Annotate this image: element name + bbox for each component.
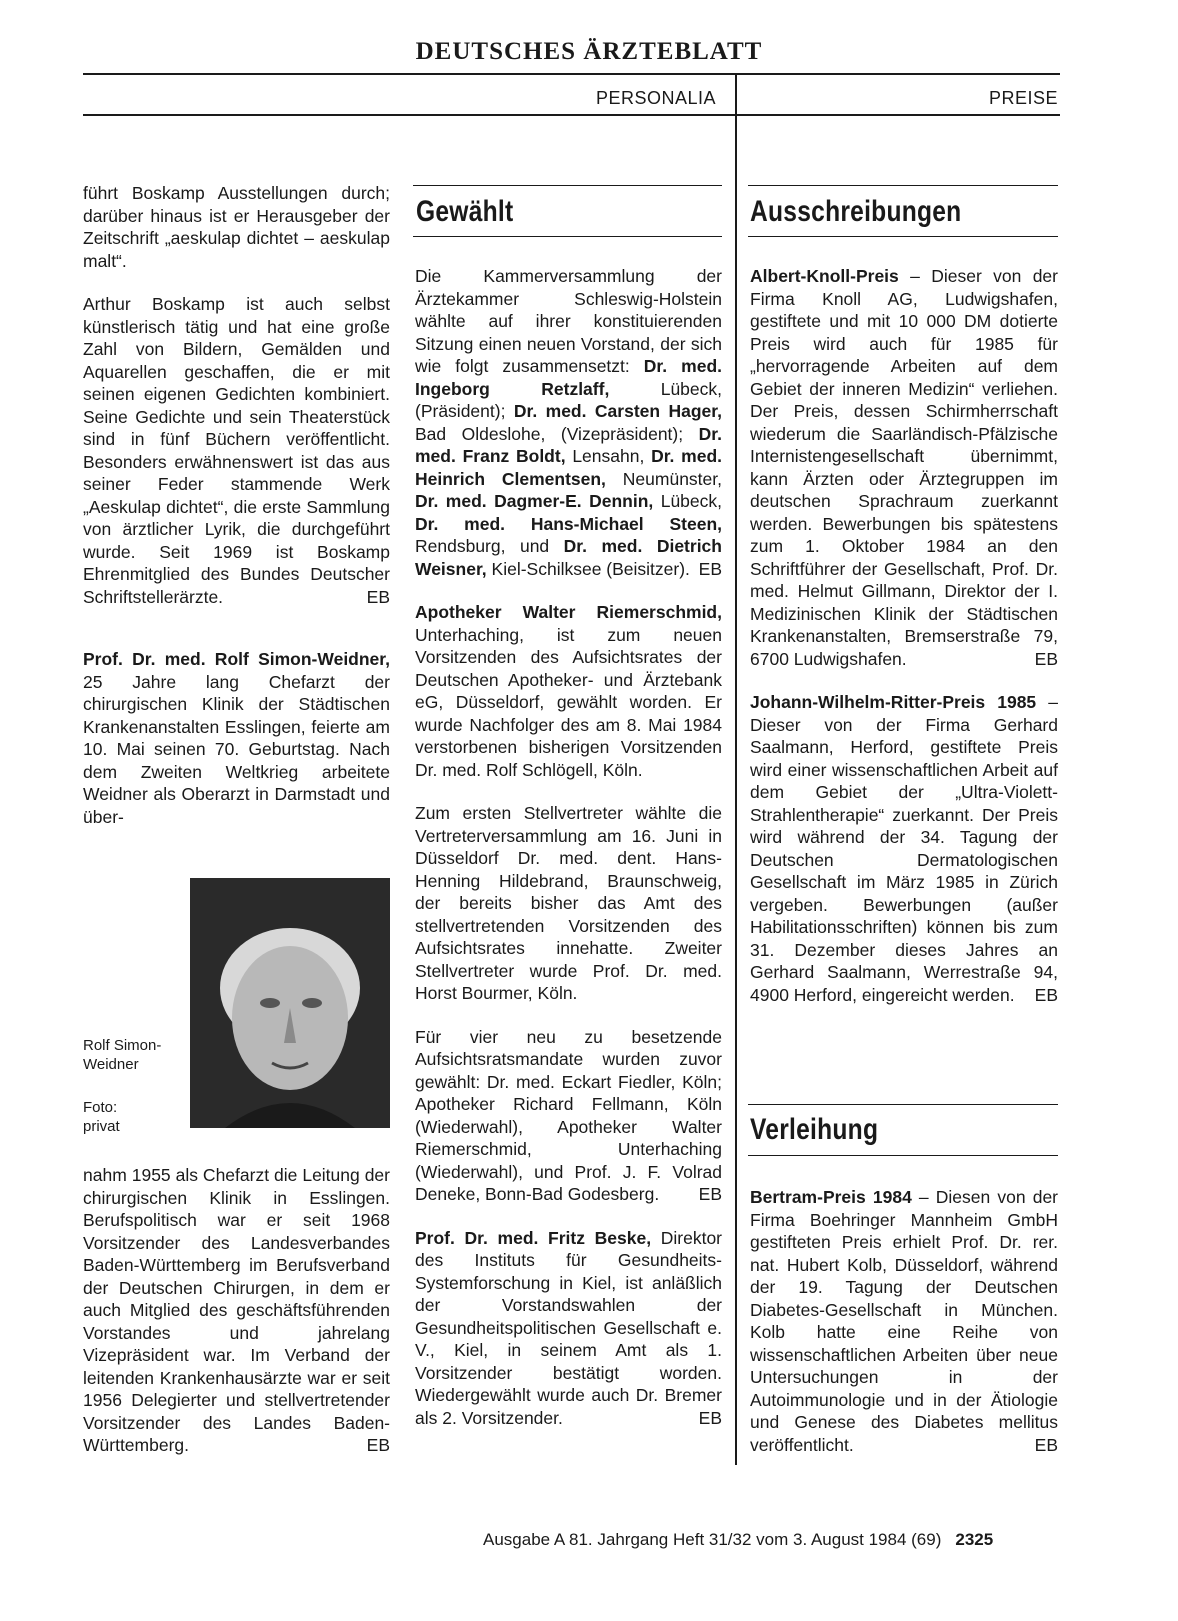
paragraph-text: Unterhaching, ist zum neuen Vorsitzenden des Aufsichtsrates der Deutschen Apotheker- und Ärztebank eG, Düsseldorf, gewählt worden. Er wurde Nachfolger des am 8. Mai 1984 verstorbenen bisherigen Vorsitzenden Dr. med. Rolf Schlögell, Köln. [415,624,722,780]
paragraph-ritter-preis [750,691,1058,1006]
paragraph-text: Die Kammerversammlung der Ärztekammer Schleswig-Holstein wählte auf ihrer konstituierenden Sitzung einen neuen Vorstand, der sich wie folgt zusammensetzt: [415,266,722,376]
paragraph-text: – Dieser von der Firma Knoll AG, Ludwigshafen, gestiftete und mit 10 000 DM dotierte Preis wird auch für 1985 für „hervorragende Arbeiten auf dem Gebiet der inneren Medizin“ verliehen. Der Preis, dessen Schirmherrschaft wiederum die Saarländisch-Pfälzische Internistengesellschaft übernimmt, kann Ärzten oder Ärztegruppen im deutschen Sprachraum zuerkannt werden. Bewerbungen bis spätestens zum 1. Oktober 1984 an den Schriftführer der Gesellschaft, Prof. Dr. med. Helmut Gillmann, Direktor der I. Medizinischen Klinik der Städtischen Krankenanstalten, Bremserstraße 79, 6700 Ludwigshafen. [750,266,1058,669]
prize-name: Albert-Knoll-Preis [750,266,899,286]
heading-rule-top [748,185,1058,186]
author-initials: EB [1034,984,1058,1005]
person-name: Dr. med. Dagmer-E. Dennin, [415,491,654,511]
author-initials: EB [698,558,722,579]
masthead-title: DEUTSCHES ÄRZTEBLATT [415,38,763,65]
column-1-lower [83,1164,390,1478]
paragraph-riemerschmid [415,601,722,781]
person-name: Dr. med. Ingeborg Retzlaff, [415,356,723,399]
section-label-preise: PREISE [989,88,1059,108]
photo-caption-credit: Foto: privat [83,1099,120,1135]
author-initials: EB [1034,1434,1058,1455]
column-3-lower [750,1186,1058,1477]
heading-verleihung: Verleihung [750,1113,879,1146]
portrait-photo [190,878,390,1128]
column-2 [415,265,722,1450]
author-initials: EB [366,586,390,607]
masthead-rule [83,73,1060,75]
portrait-image [190,878,390,1128]
paragraph-text: Rendsburg, und [415,536,564,556]
paragraph-stellvertreter: Zum ersten Stellvertreter wählte die Vertreterversammlung am 16. Juni in Düsseldorf Dr. med. dent. Hans-Henning Hildebrand, Braunschweig, der bereits bisher das Amt des stellvertretenden Vorsitzenden des Aufsichtsrates innehatte. Zweiter Stellvertreter wurde Prof. Dr. med. Horst Bourmer, Köln. [415,803,722,1003]
heading-rule-top [413,185,722,186]
person-name: Dr. med. Dietrich Weisner, [415,536,722,579]
paragraph-aufsichtsratsmandate [415,1026,722,1206]
paragraph-beske [415,1227,722,1430]
person-name: Apotheker Walter Riemerschmid, [415,602,722,622]
paragraph-text: Bad Oldeslohe, (Vizepräsident); [415,423,699,444]
heading-rule-bottom [413,236,722,237]
prize-name: Bertram-Preis 1984 [750,1187,912,1207]
heading-rule-bottom [748,1155,1058,1156]
photo-caption-name: Rolf Simon-Weidner [83,1037,162,1073]
person-name: Dr. med. Carsten Hager, [513,401,722,421]
person-name: Dr. med. Franz Boldt, [415,423,722,466]
column-1-upper [83,182,390,849]
person-name: Dr. med. Heinrich Clementsen, [415,446,723,489]
author-initials: EB [366,1435,390,1455]
person-name: Dr. med. Hans-Michael Steen, [415,513,722,534]
author-initials: EB [1034,648,1058,669]
paragraph-simon-weidner [83,648,390,828]
page-number: 2325 [955,1530,994,1549]
person-name: Prof. Dr. med. Fritz Beske, [415,1227,652,1248]
section-rule [83,114,1060,116]
paragraph-text: Für vier neu zu besetzende Aufsichtsratsmandate wurden zuvor gewählt: Dr. med. Eckart Fiedler, Köln; Apotheker Richard Fellmann, Köln (Wiederwahl), Apotheker Walter Riemerschmid, Unterhaching (Wiederwahl), und Prof. J. F. Volrad Deneke, Bonn-Bad Godesberg. [415,1026,722,1204]
paragraph-text: Direktor des Instituts für Gesundheits-Systemforschung in Kiel, ist anläßlich der Vorstandswahlen der Gesundheitspolitischen Gesellschaft e. V., Kiel, in seinem Amt als 1. Vorsitzender bestätigt worden. Wiedergewählt wurde auch Dr. Bremer als 2. Vorsitzender. [415,1227,722,1428]
paragraph-text: – Diesen von der Firma Boehringer Mannheim GmbH gestifteten Preis erhielt Prof. Dr. rer. nat. Hubert Kolb, Düsseldorf, während der 19. Tagung der Deutschen Diabetes-Gesellschaft in München. Kolb hatte eine Reihe von wissenschaftlichen Arbeiten über neue Untersuchungen in der Autoimmunologie und in der Ätiologie und Genese des Diabetes mellitus veröffentlicht. [750,1187,1059,1455]
person-name: Prof. Dr. med. Rolf Simon-Weidner, [83,649,390,669]
paragraph-bertram-preis [750,1186,1058,1456]
paragraph-kammerversammlung [415,265,722,580]
section-divider [735,75,737,1465]
heading-rule-bottom [748,236,1058,237]
paragraph-text: Lensahn, [565,446,652,466]
paragraph-text: 25 Jahre lang Chefarzt der chirurgischen Klinik der Städtischen Krankenanstalten Esslingen, feierte am 10. Mai seinen 70. Geburtstag. Nach dem Zweiten Weltkrieg arbeitete Weidner als Oberarzt in Darmstadt und über- [83,671,390,827]
paragraph-text: Neumünster, [605,468,722,489]
prize-name: Johann-Wilhelm-Ritter-Preis 1985 [750,692,1037,712]
author-initials: EB [698,1184,722,1204]
paragraph-albert-knoll-preis [750,265,1058,670]
author-initials: EB [698,1407,722,1428]
section-label-personalia: PERSONALIA [596,88,717,108]
paragraph-text: – Dieser von der Firma Gerhard Saalmann, Herford, gestiftete Preis wird einer wissenschaftlichen Arbeit auf dem Gebiet der „Ultra-Violett-Strahlentherapie“ zuerkannt. Der Preis wird während der 34. Tagung der Deutschen Dermatologischen Gesellschaft im März 1985 in Zürich vergeben. Bewerbungen (außer Habilitationsschriften) können bis zum 31. Dezember dieses Jahres an Gerhard Saalmann, Werrestraße 94, 4900 Herford, eingereicht werden. [750,692,1058,1005]
paragraph-simon-weidner-cont [83,1164,390,1457]
paragraph-text: nahm 1955 als Chefarzt die Leitung der chirurgischen Klinik in Esslingen. Berufspolitisch war er seit 1968 Vorsitzender des Landesverbandes Baden-Württemberg im Berufsverband der Deutschen Chirurgen, in dem er auch Mitglied des geschäftsführenden Vorstandes und jahrelang Vizepräsident war. Im Verband der leitenden Krankenhausärzte war er seit 1956 Delegierter und stellvertretender Vorsitzender des Landes Baden-Württemberg. [83,1165,390,1455]
heading-gewaehlt: Gewählt [416,195,514,228]
paragraph-text: Lübeck, [653,491,722,511]
page-footer [483,1530,993,1550]
paragraph-text: Kiel-Schilksee (Beisitzer). [486,558,690,579]
heading-ausschreibungen: Ausschreibungen [750,195,962,228]
paragraph-text: Lübeck, (Präsident); [415,378,722,421]
heading-rule-top [748,1104,1058,1105]
issue-info: Ausgabe A 81. Jahrgang Heft 31/32 vom 3. August 1984 (69) [483,1530,942,1549]
paragraph-text: Arthur Boskamp ist auch selbst künstlerisch tätig und hat eine große Zahl von Bildern, Gemälden und Aquarellen geschaffen, die er mit seinen eigenen Gedichten kombiniert. Seine Gedichte und sein Theaterstück sind in fünf Büchern veröffentlicht. Besonders erwähnenswert ist das aus seiner Feder stammende Werk „Aeskulap dichtet“, die erste Sammlung von ärztlicher Lyrik, die durchgeführt wurde. Seit 1969 ist Boskamp Ehrenmitglied des Bundes Deutscher Schriftstellerärzte. [83,294,390,607]
paragraph-boskamp-exhibitions: führt Boskamp Ausstellungen durch; darüber hinaus ist er Herausgeber der Zeitschrift „aeskulap dichtet – aeskulap malt“. [83,183,390,271]
paragraph-boskamp-artist [83,293,390,608]
column-3-upper [750,265,1058,1027]
